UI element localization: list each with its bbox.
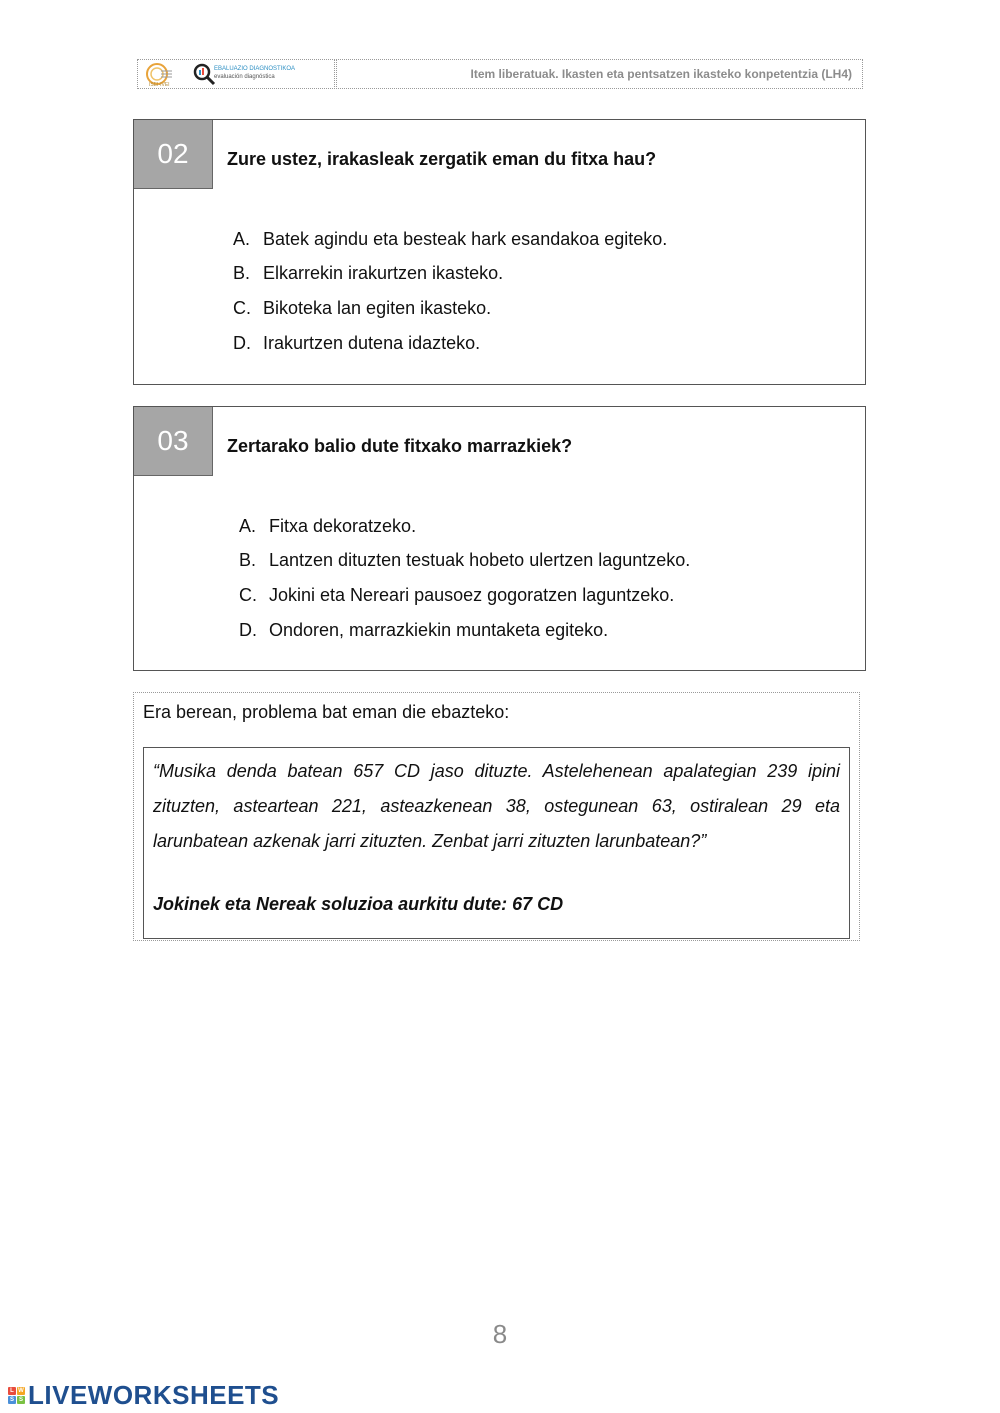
option-text: Fitxa dekoratzeko.	[269, 516, 417, 536]
logo-tile: L	[8, 1387, 16, 1395]
logo2-line2: evaluación diagnóstica	[214, 74, 275, 80]
answer-option[interactable]	[233, 263, 503, 284]
answer-option[interactable]	[233, 229, 667, 250]
header-title: Item liberatuak. Ikasten eta pentsatzen ikasteko konpetentzia (LH4)	[470, 67, 852, 81]
logo1-caption: ISEI-IVEI	[149, 82, 170, 88]
magnifier-logo-icon	[192, 62, 216, 86]
option-text: Jokini eta Nereari pausoez gogoratzen laguntzeko.	[269, 585, 675, 605]
problem-intro: Era berean, problema bat eman die ebazteko:	[143, 702, 510, 722]
header-title-box	[336, 59, 863, 89]
problem-answer: Jokinek eta Nereak soluzioa aurkitu dute: 67 CD	[153, 894, 564, 914]
option-text: Lantzen dituzten testuak hobeto ulertzen laguntzeko.	[269, 550, 691, 570]
liveworksheets-logo-icon	[8, 1387, 25, 1404]
question-box-03	[133, 406, 866, 671]
option-text: Irakurtzen dutena idazteko.	[263, 333, 481, 353]
answer-option[interactable]	[239, 585, 674, 606]
option-letter: B.	[239, 550, 257, 570]
option-letter: D.	[239, 620, 257, 640]
option-text: Batek agindu eta besteak hark esandakoa egiteko.	[263, 229, 668, 249]
problem-box	[143, 747, 850, 939]
problem-quote: “Musika denda batean 657 CD jaso dituzte. Astelehenean apalategian 239 ipini zituzten, asteartean 221, asteazkenean 38, ostegunean 63, ostiralean 29 eta larunbatean azkenak jarri zituzten. Zenbat jarri zituzten larunbatean?”	[153, 761, 840, 851]
option-letter: A.	[239, 516, 257, 536]
brand-name: LIVEWORKSHEETS	[28, 1380, 280, 1410]
question-number: 03	[134, 407, 213, 476]
option-text: Elkarrekin irakurtzen ikasteko.	[263, 263, 504, 283]
option-text: Ondoren, marrazkiekin muntaketa egiteko.	[269, 620, 609, 640]
liveworksheets-brand	[8, 1380, 279, 1411]
option-letter: C.	[233, 298, 251, 318]
logo-tile: W	[18, 1388, 24, 1394]
option-letter: C.	[239, 585, 257, 605]
option-text: Bikoteka lan egiten ikasteko.	[263, 298, 492, 318]
option-letter: B.	[233, 263, 251, 283]
answer-option[interactable]	[239, 516, 416, 537]
option-letter: D.	[233, 333, 251, 353]
option-letter: A.	[233, 229, 251, 249]
answer-option[interactable]	[239, 550, 690, 571]
question-box-02	[133, 119, 866, 385]
logo-tile: S	[18, 1397, 23, 1403]
answer-option[interactable]	[239, 620, 608, 641]
logo2-line1: EBALUAZIO DIAGNOSTIKOA	[214, 66, 296, 72]
answer-option[interactable]	[233, 333, 480, 354]
question-number: 02	[134, 120, 213, 189]
question-title: Zure ustez, irakasleak zergatik eman du fitxa hau?	[227, 149, 657, 169]
question-title: Zertarako balio dute fitxako marrazkiek?	[227, 436, 573, 456]
logo-tile: S	[9, 1397, 14, 1403]
answer-option[interactable]	[233, 298, 491, 319]
page-number: 8	[492, 1319, 508, 1349]
